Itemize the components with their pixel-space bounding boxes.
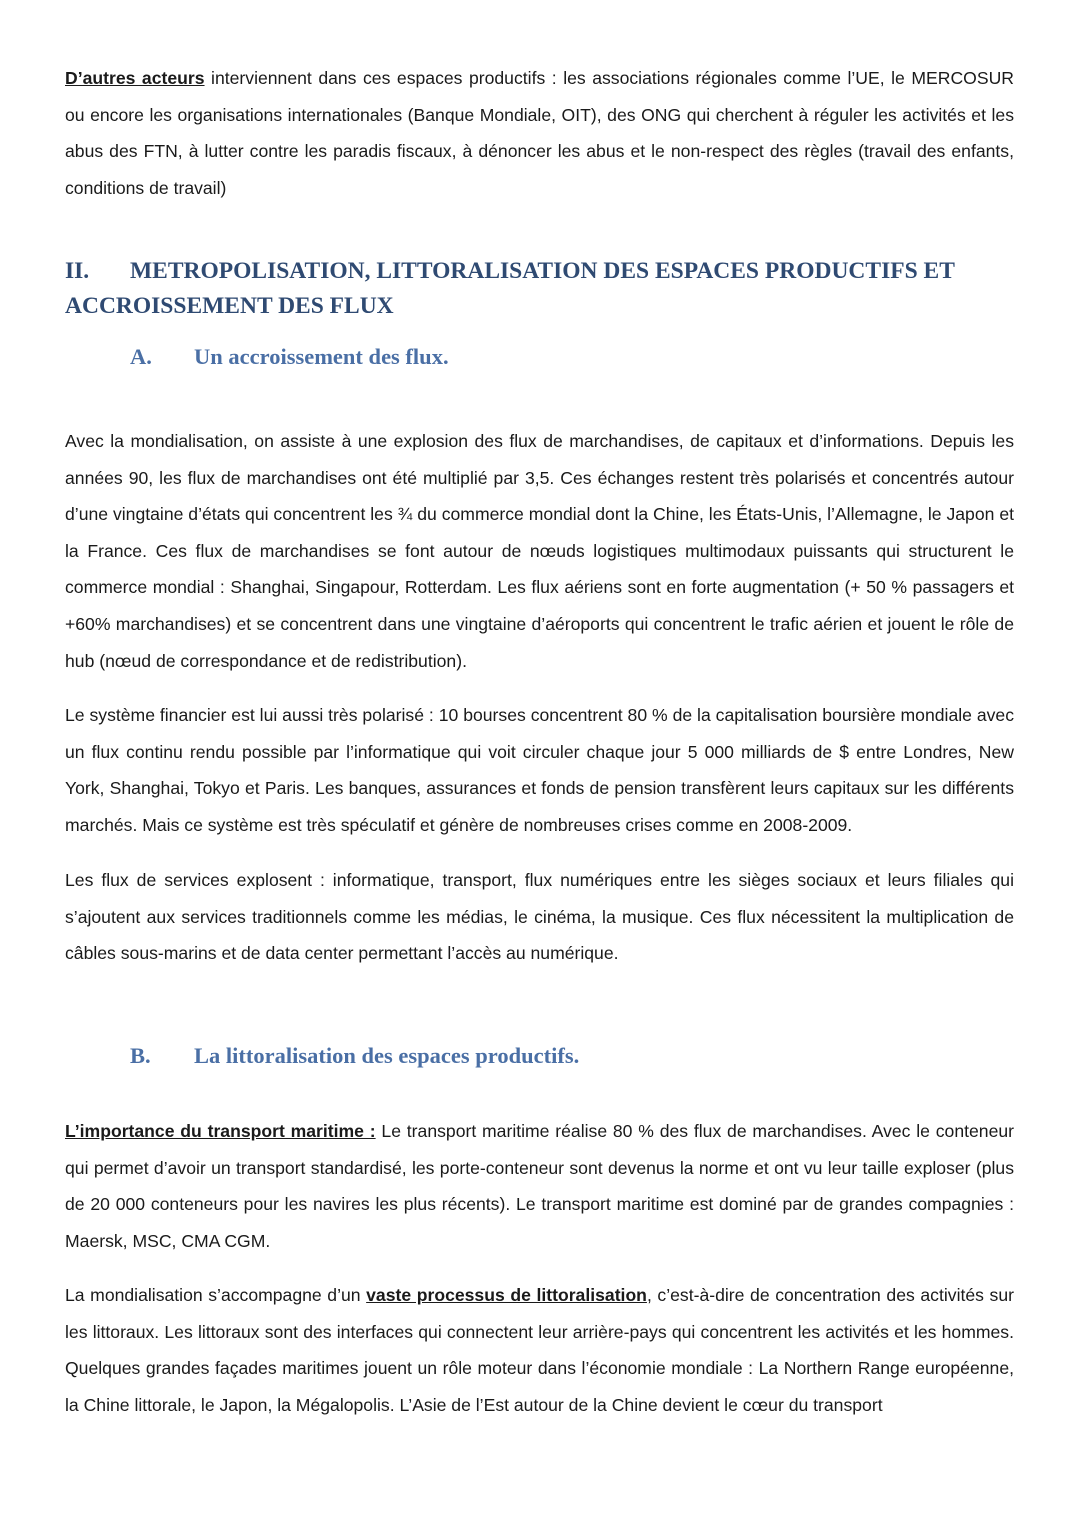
paragraph-text-before: La mondialisation s’accompagne d’un [65,1285,367,1305]
subsection-number: A. [130,344,152,369]
section-heading-ii [65,254,1025,324]
section-number: II. [65,258,90,284]
paragraph-other-actors [65,60,1014,206]
section-title-line2: ACCROISSEMENT DES FLUX [65,293,394,319]
paragraph-flux-finance: Le système financier est lui aussi très polarisé : 10 bourses concentrent 80 % de la capitalisation boursière mondiale avec un flux continu rendu possible par l’informatique qui voit circuler chaque jour 5 000 milliards de $ entre Londres, New York, Shanghai, Tokyo et Paris. Les banques, assurances et fonds de pension transfèrent leurs capitaux sur les différents marchés. Mais ce système est très spéculatif et génère de nombreuses crises comme en 2008-2009. [65,705,1014,835]
paragraph-text: Le transport maritime réalise 80 % des flux de marchandises. Avec le conteneur qui permet d’avoir un transport standardisé, les porte-conteneur sont devenus la norme et ont vu leur taille exploser (plus de 20 000 conteneurs pour les navires les plus récents). Le transport maritime est dominé par de grandes compagnies : Maersk, MSC, CMA CGM. [65,1121,1015,1251]
subsection-title: Un accroissement des flux. [194,344,449,369]
paragraph-maritime [65,1113,1014,1259]
paragraph-lead: L’importance du transport maritime : [65,1121,376,1141]
paragraph-flux-services: Les flux de services explosent : informatique, transport, flux numériques entre les sièges sociaux et leurs filiales qui s’ajoutent aux services traditionnels comme les médias, le cinéma, la musique. Ces flux nécessitent la multiplication de câbles sous-marins et de data center permettant l’accès au numérique. [65,870,1014,964]
section-title-line1: METROPOLISATION, LITTORALISATION DES ESPACES PRODUCTIFS ET [130,258,955,284]
subsection-heading-a [130,342,1030,372]
paragraph-flux-goods: Avec la mondialisation, on assiste à une explosion des flux de marchandises, de capitaux et d’informations. Depuis les années 90, les flux de marchandises ont été multiplié par 3,5. Ces échanges restent très polarisés et concentrés autour d’une vingtaine d’états qui concentrent les ¾ du commerce mondial dont la Chine, les États-Unis, l’Allemagne, le Japon et la France. Ces flux de marchandises se font autour de nœuds logistiques multimodaux puissants qui structurent le commerce mondial : Shanghai, Singapour, Rotterdam. Les flux aériens sont en forte augmentation (+ 50 % passagers et +60% marchandises) et se concentrent dans une vingtaine d’aéroports qui concentrent le trafic aérien et jouent le rôle de hub (nœud de correspondance et de redistribution). [65,431,1014,671]
subsection-title: La littoralisation des espaces productifs. [194,1043,580,1068]
subsection-number: B. [130,1043,151,1068]
emphasized-term: vaste processus de littoralisation [366,1285,647,1305]
paragraph-lead: D’autres acteurs [65,68,205,88]
subsection-heading-b [130,1041,1030,1071]
paragraph-littoralisation [65,1277,1014,1423]
paragraph-text: interviennent dans ces espaces productifs : les associations régionales comme l’UE, le MERCOSUR ou encore les organisations internationales (Banque Mondiale, OIT), des ONG qui cherchent à réguler les activités et les abus des FTN, à lutter contre les paradis fiscaux, à dénoncer les abus et le non-respect des règles (travail des enfants, conditions de travail) [65,68,1014,198]
paragraph-text-after: , c’est-à-dire de concentration des activités sur les littoraux. Les littoraux sont des interfaces qui connectent leur arrière-pays qui concentrent les activités et les hommes. Quelques grandes façades maritimes jouent un rôle moteur dans l’économie mondiale : La Northern Range européenne, la Chine littorale, le Japon, la Mégalopolis. L’Asie de l’Est autour de la Chine devient le cœur du transport [65,1285,1014,1415]
